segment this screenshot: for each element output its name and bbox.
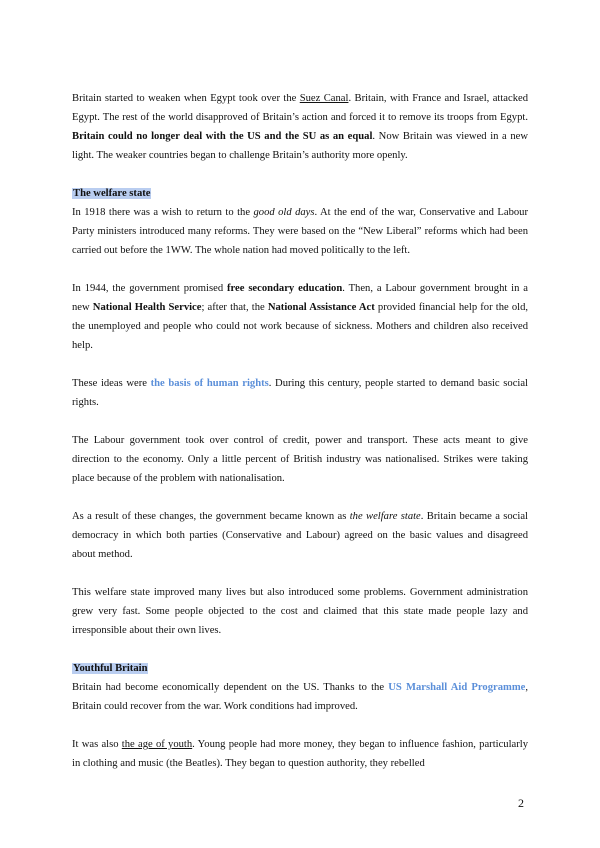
emphasis-equal: Britain could no longer deal with the US and the SU as an equal [72, 131, 373, 142]
marshall-aid-term: US Marshall Aid Programme [388, 682, 526, 693]
paragraph-human-rights: These ideas were the basis of human rights. During this century, people started to demand basic social rights. [72, 378, 528, 408]
heading-welfare-state: The welfare state [73, 188, 151, 199]
age-of-youth-term: the age of youth [121, 739, 193, 750]
good-old-days-term: good old days [253, 207, 315, 218]
paragraph-age-of-youth: It was also the age of youth. Young people had more money, they began to influence fashion, particularly in clothing and music (the Beatles). They began to question authority, they rebelled [72, 739, 528, 769]
paragraph-1918: In 1918 there was a wish to return to the good old days. At the end of the war, Conservative and Labour Party ministers introduced many reforms. They were based on the “New Liberal” reforms which had been carried out before the 1WW. The whole nation had moved politically to the left. [72, 207, 529, 256]
assistance-act-term: National Assistance Act [267, 302, 375, 313]
nhs-term: National Health Service [92, 302, 202, 313]
heading-youthful-britain: Youthful Britain [73, 663, 148, 674]
paragraph-welfare-problems: This welfare state improved many lives but also introduced some problems. Government administration grew very fast. Some people objected to the cost and claimed that this state made people lazy and irresponsible about their own lives. [72, 587, 528, 636]
paragraph-suez: Britain started to weaken when Egypt took over the Suez Canal. Britain, with France and Israel, attacked Egypt. The rest of the world disapproved of Britain’s action and forced it to remove its troops from Egypt. Britain could no longer deal with the US and the SU as an equal. Now Britain was viewed in a new light. The weaker countries began to challenge Britain’s authority more openly. [72, 93, 529, 161]
document-body [72, 89, 528, 773]
free-education-term: free secondary education [227, 283, 343, 294]
page-number: 2 [518, 796, 524, 810]
paragraph-welfare-result: As a result of these changes, the government became known as the welfare state. Britain became a social democracy in which both parties (Conservative and Labour) agreed on the basic values and disagreed about method. [72, 511, 528, 560]
paragraph-us-dependence: Britain had become economically dependent on the US. Thanks to the US Marshall Aid Programme, Britain could recover from the war. Work conditions had improved. [72, 682, 528, 712]
paragraph-1944: In 1944, the government promised free secondary education. Then, a Labour government brought in a new National Health Service; after that, the National Assistance Act provided financial help for the old, the unemployed and people who could not work because of sickness. Mothers and children also received help. [72, 283, 529, 351]
paragraph-labour-government: The Labour government took over control of credit, power and transport. These acts meant to give direction to the economy. Only a little percent of British industry was nationalised. Strikes were taking place because of the problem with nationalisation. [72, 435, 528, 484]
human-rights-term: the basis of human rights [150, 378, 269, 389]
welfare-state-term: the welfare state [349, 511, 421, 522]
suez-canal-term: Suez Canal [299, 93, 349, 104]
